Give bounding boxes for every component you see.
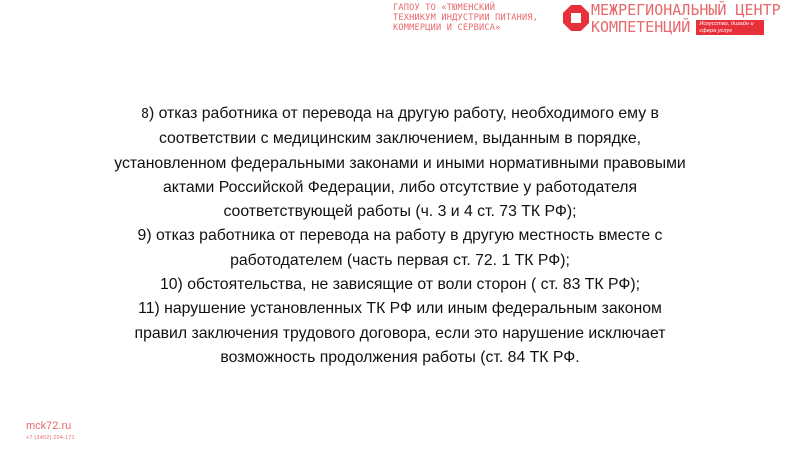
text-line-6: 9) отказ работника от перевода на работу в другую местность вместе с [137,227,663,245]
text-line-3: установленном федеральными законами и иными нормативными правовыми [114,154,686,172]
website-link[interactable]: mck72.ru [26,420,72,432]
org-line-3: КОММЕРЦИИ И СЕРВИСА» [393,23,501,33]
org-line-1: ГАПОУ ТО «ТЮМЕНСКИЙ [393,3,496,13]
phone-number: +7 (3452) 204-171 [26,435,75,441]
text-line-8: 10) обстоятельства, не зависящие от воли сторон ( ст. 83 ТК РФ); [159,276,641,294]
logo-title-line-2: КОМПЕТЕНЦИЙ [591,18,691,36]
text-line-11: возможность продолжения работы (ст. 84 ТК РФ. [220,348,580,366]
item-8-number: 8 [141,107,149,122]
text-line [20,102,780,127]
tagline-badge: Искусство, дизайн и сфера услуг [696,20,764,35]
competence-center-logo-icon [563,5,589,31]
text-line-2: соответствии с медицинским заключением, выданным в порядке, [158,130,642,148]
text-line-5: соответствующей работы (ч. 3 и 4 ст. 73 ТК РФ); [223,203,577,221]
text-line-7: работодателем (часть первая ст. 72. 1 ТК РФ); [230,251,570,269]
text-line-4: актами Российской Федерации, либо отсутствие у работодателя [162,178,638,196]
text-line-9: 11) нарушение установленных ТК РФ или иным федеральным законом [138,300,662,318]
org-line-2: ТЕХНИКУМ ИНДУСТРИИ ПИТАНИЯ, [393,13,539,23]
text-line-10: правил заключения трудового договора, если это нарушение исключает [134,324,666,342]
organization-name [393,3,558,33]
competence-center-title [591,2,800,36]
main-text [20,102,780,370]
logo-title-line-1: МЕЖРЕГИОНАЛЬНЫЙ ЦЕНТР [591,1,781,19]
text-line-1: ) отказ работника от перевода на другую работу, необходимого ему в [148,105,659,122]
